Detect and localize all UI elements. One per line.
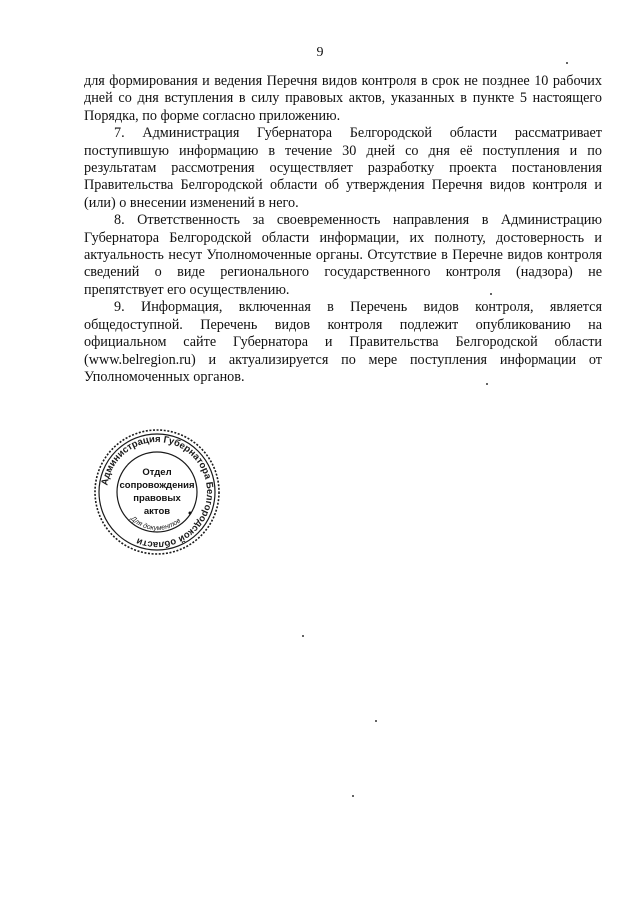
- stamp-star-mark: [189, 512, 192, 515]
- paragraph-7: 7. Администрация Губернатора Белгородской области рассматривает поступившую информацию в течение 30 дней со дня её поступления и по результатам рассмотрения осуществляет разработку проекта постановления Правительства Белгородской области об утверждения Перечня видов контроля и (или) о внесении изменений в него.: [84, 125, 602, 211]
- stamp-center-line: актов: [143, 506, 171, 517]
- paragraph-continuation: для формирования и ведения Перечня видов контроля в срок не позднее 10 рабочих дней со дня вступления в силу правовых актов, указанных в пункте 5 настоящего Порядка, по форме согласно приложению.: [84, 73, 602, 124]
- stamp-inner-ring: [117, 452, 197, 532]
- scan-speck: [490, 293, 492, 295]
- scan-speck: [352, 795, 354, 797]
- official-stamp: [92, 427, 222, 557]
- stamp-inner-text: Для документов: [129, 515, 183, 533]
- paragraph-9: 9. Информация, включенная в Перечень видов контроля, является общедоступной. Перечень видов контроля подлежит опубликованию на официальном сайте Губернатора и Правительства Белгородской области (www.belregion.ru) и актуализируется по мере поступления информации от Уполномоченных органов.: [84, 299, 602, 385]
- stamp-center-line: сопровождения: [119, 480, 195, 491]
- stamp-outer-ring: [95, 430, 219, 554]
- scan-speck: [486, 383, 488, 385]
- scan-speck: [302, 635, 304, 637]
- scan-speck: [375, 720, 377, 722]
- stamp-ring-text: Администрация Губернатора Белгородской области: [99, 433, 216, 551]
- paragraph-8: 8. Ответственность за своевременность направления в Администрацию Губернатора Белгородской области информации, их полноту, достоверность и актуальность несут Уполномоченные органы. Отсутствие в Перечне видов контроля сведений о виде регионального государственного контроля (надзора) не препятствует его осуществлению.: [84, 212, 602, 298]
- stamp-center-line: Отдел: [142, 467, 172, 478]
- stamp-center-line: правовых: [133, 493, 181, 504]
- page-number: 9: [316, 45, 324, 60]
- document-body: [84, 73, 602, 386]
- scan-speck: [566, 62, 568, 64]
